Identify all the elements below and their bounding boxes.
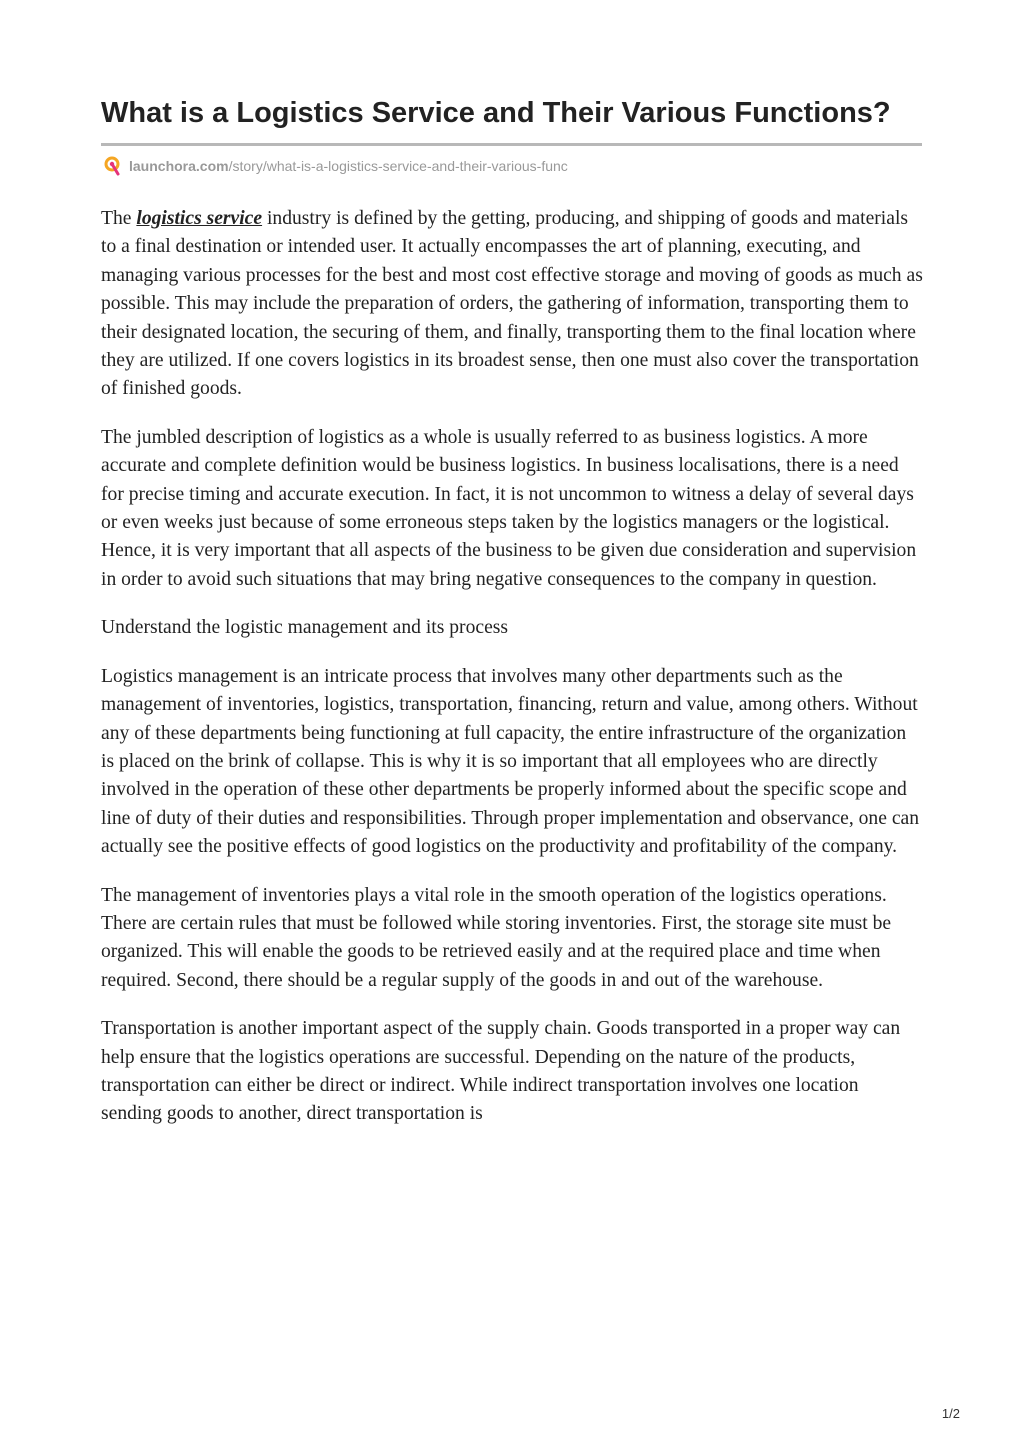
article-body (101, 205, 923, 1129)
paragraph-2: The jumbled description of logistics as a whole is usually referred to as business logistics. A more accurate and complete definition would be business logistics. In business localisations, there is a need for precise timing and accurate execution. In fact, it is not uncommon to witness a delay of several days or even weeks just because of some erroneous steps taken by the logistics managers or the logistical. Hence, it is very important that all aspects of the business to be given due consideration and supervision in order to avoid such situations that may bring negative consequences to the company in question. (101, 426, 917, 590)
paragraph-1-lead: The (101, 208, 137, 229)
source-path: /story/what-is-a-logistics-service-and-their-various-func (228, 158, 568, 174)
logistics-service-link[interactable]: logistics service (136, 208, 263, 229)
paragraph-1-rest: industry is defined by the getting, producing, and shipping of goods and materials to a final destination or intended user. It actually encompasses the art of planning, executing, and managing various processes for the best and most cost effective storage and moving of goods as much as possible. This may include the preparation of orders, the gathering of information, transporting them to their designated location, the securing of them, and finally, transporting them to the final location where they are utilized. If one covers logistics in its broadest sense, then one must also cover the transportation of finished goods. (101, 208, 923, 400)
paragraph-3: Understand the logistic management and its process (101, 617, 509, 639)
page-title: What is a Logistics Service and Their Various Functions? (101, 97, 891, 129)
source-domain: launchora.com (129, 158, 229, 174)
paragraph-1 (101, 205, 923, 404)
paragraph-5: The management of inventories plays a vital role in the smooth operation of the logistics operations. There are certain rules that must be followed while storing inventories. First, the storage site must be organized. This will enable the goods to be retrieved easily and at the required place and time when required. Second, there should be a regular supply of the goods in and out of the warehouse. (101, 884, 892, 991)
paragraph-6: Transportation is another important aspect of the supply chain. Goods transported in a proper way can help ensure that the logistics operations are successful. Depending on the nature of the products, transportation can either be direct or indirect. While indirect transportation involves one location sending goods to another, direct transportation is (101, 1018, 901, 1125)
page-number: 1/2 (941, 1406, 960, 1421)
title-divider (101, 143, 922, 146)
source-line (101, 155, 923, 177)
source-link[interactable] (129, 158, 568, 174)
paragraph-4: Logistics management is an intricate process that involves many other departments such as the management of inventories, logistics, transportation, financing, return and value, among others. Without any of these departments being functioning at full capacity, the entire infrastructure of the organization is placed on the brink of collapse. This is why it is so important that all employees who are directly involved in the operation of these other departments be properly informed about the specific scope and line of duty of their duties and responsibilities. Through proper implementation and observance, one can actually see the positive effects of good logistics on the productivity and profitability of the company. (101, 665, 920, 858)
launchora-logo-icon (104, 156, 122, 176)
document-page (101, 96, 923, 1149)
